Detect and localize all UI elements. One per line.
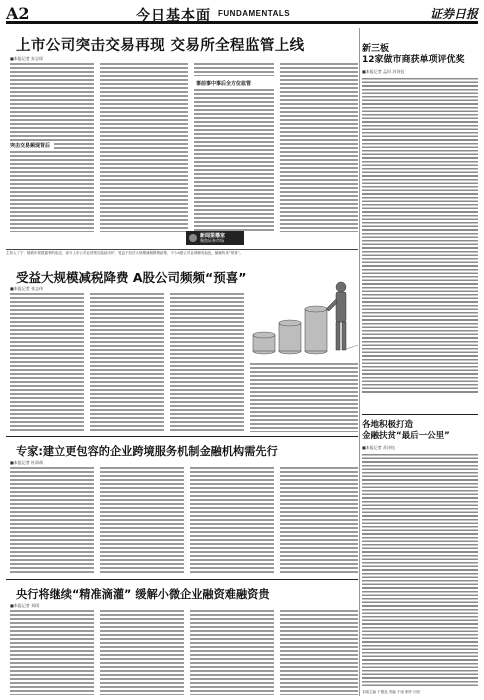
lead-headline: 上市公司突击交易再现 交易所全程监管上线 xyxy=(16,38,305,54)
sidebar-box-headline-2: 金融扶贫“最后一公里” xyxy=(362,431,450,441)
lead-byline: ■本报记者 朱宝琛 xyxy=(10,56,44,61)
newspaper-logo: 证券日报 xyxy=(429,7,478,21)
sidebar-headline: 12家做市商获单项评优奖 xyxy=(362,55,465,65)
story2-text-column-3 xyxy=(170,292,244,432)
story2-text-column-2 xyxy=(90,292,164,432)
lead-subhead-1: 突击交易频现背后 xyxy=(10,142,54,149)
divider xyxy=(6,436,358,437)
story3-text-column-2 xyxy=(100,466,184,574)
lead-text-column-3b xyxy=(194,88,274,232)
sidebar-box-text xyxy=(362,453,478,687)
section-title: 今日基本面 xyxy=(136,8,211,24)
story2-headline: 受益大规模减税降费 A股公司频频“预喜” xyxy=(16,270,247,285)
page-number: A2 xyxy=(6,4,30,23)
sidebar-box-headline-1: 各地积极打造 xyxy=(362,420,414,430)
story2-text-column-1 xyxy=(10,292,84,432)
page-credits: 本版主编 于德良 责编 于南 制作 闫亮 xyxy=(362,690,421,694)
sidebar-box-byline: ■本报记者 苏诗钰 xyxy=(362,445,396,450)
story4-text-column-3 xyxy=(190,609,274,695)
story3-byline: ■本报记者 杜雨萌 xyxy=(10,460,44,465)
story4-byline: ■本报记者 刘琪 xyxy=(10,603,40,608)
sidebar-text xyxy=(362,77,478,393)
story2-text-column-4 xyxy=(250,362,358,432)
story4-headline: 央行将继续“精准滴灌” 缓解小微企业融资难融资贵 xyxy=(16,588,270,601)
lead-text-column-4 xyxy=(280,62,358,232)
news-tag xyxy=(186,231,244,245)
lead-subhead-2: 事前事中事后全方位监管 xyxy=(196,81,252,87)
host-quote: 主持人丁宁：随着年报披露季的临近，部分上市公司业绩预告陆续出炉，受益于经济大规模减税降费政策，不少A股公司业绩颇有起色，频频传来“预喜”。 xyxy=(6,249,358,263)
divider xyxy=(6,579,358,580)
story4-text-column-4 xyxy=(280,609,358,695)
story3-headline: 专家:建立更包容的企业跨境服务机制金融机构需先行 xyxy=(16,445,278,458)
masthead xyxy=(6,4,478,24)
story4-text-column-1 xyxy=(10,609,94,695)
divider xyxy=(362,414,478,415)
lead-text-column-2 xyxy=(100,62,188,232)
column-divider xyxy=(359,28,360,696)
news-tag-title: 新闻第播室 xyxy=(200,233,226,239)
lead-text-column-3a xyxy=(194,62,274,76)
story3-text-column-1 xyxy=(10,466,94,574)
sidebar-column xyxy=(362,44,478,393)
story4-text-column-2 xyxy=(100,609,184,695)
section-title-en: FUNDAMENTALS xyxy=(218,9,291,18)
sidebar-box xyxy=(362,420,478,687)
story3-text-column-3 xyxy=(190,466,274,574)
broadcast-icon xyxy=(189,234,197,242)
story3-text-column-4 xyxy=(280,466,358,574)
story2-byline: ■本报记者 张志伟 xyxy=(10,286,44,291)
news-tag-subtitle: 聚焦证券市场 xyxy=(200,238,224,243)
sidebar-byline: ■本报记者 孟珂 苏诗钰 xyxy=(362,69,405,74)
coin-stack-illustration xyxy=(246,275,358,361)
sidebar-kicker: 新三板 xyxy=(362,44,390,54)
